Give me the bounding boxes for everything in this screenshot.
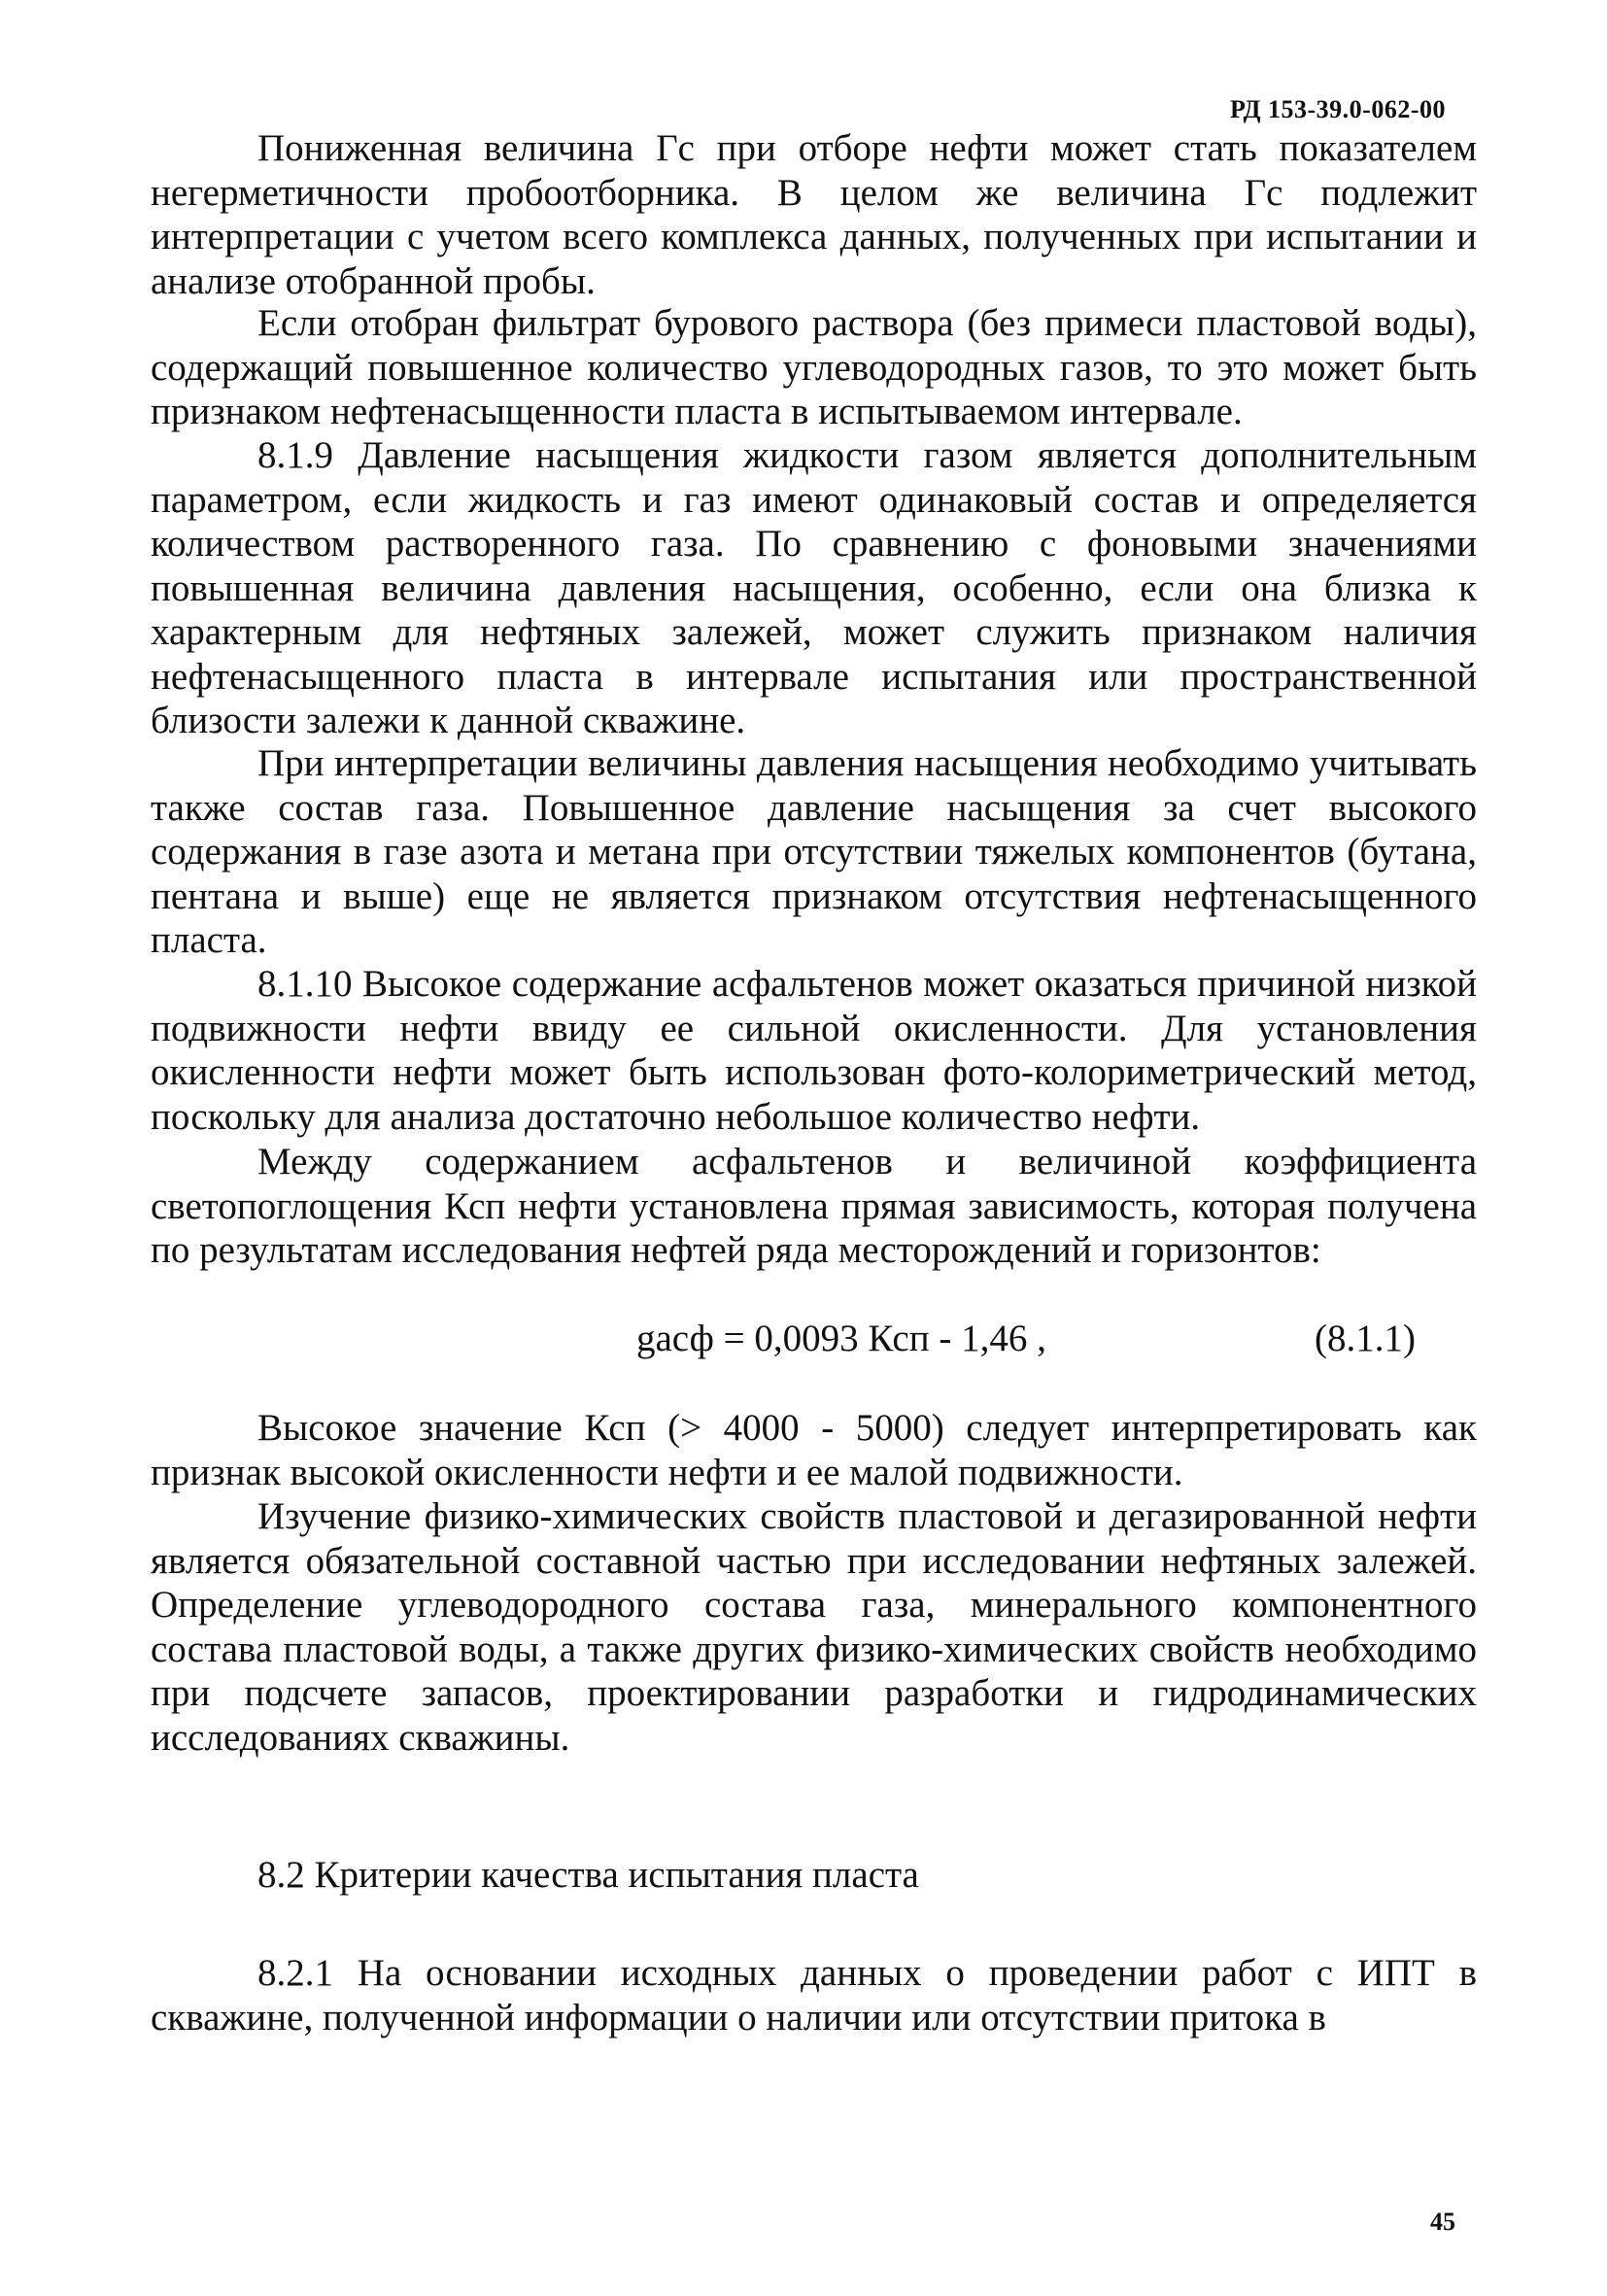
paragraph-5: 8.1.10 Высокое содержание асфальтенов может оказаться причиной низкой подвижности нефти ввиду ее сильной окисленности. Для установления окисленности нефти может быть использован фото-колориметрический метод, поскольку для анализа достаточно небольшое количество нефти. [151, 963, 1477, 1138]
paragraph-1: Пониженная величина Гс при отборе нефти может стать показателем негерметичности пробоотборника. В целом же величина Гс подлежит интерпретации с учетом всего комплекса данных, полученных при испытании и анализе отобранной пробы. [151, 127, 1477, 302]
paragraph-3: 8.1.9 Давление насыщения жидкости газом является дополнительным параметром, если жидкость и газ имеют одинаковый состав и определяется количеством растворенного газа. По сравнению с фоновыми значениями повышенная величина давления насыщения, особенно, если она близка к характерным для нефтяных залежей, может служить признаком наличия нефтенасыщенного пласта в интервале испытания или пространственной близости залежи к данной скважине. [151, 434, 1477, 741]
paragraph-2: Если отобран фильтрат бурового раствора (без примеси пластовой воды), содержащий повышенное количество углеводородных газов, то это может быть признаком нефтенасыщенности пласта в испытываемом интервале. [151, 302, 1477, 432]
section-heading: 8.2 Критерии качества испытания пласта [257, 1854, 919, 1896]
paragraph-6: Между содержанием асфальтенов и величиной коэффициента светопоглощения Ксп нефти установлена прямая зависимость, которая получена по результатам исследования нефтей ряда месторождений и горизонтов: [151, 1141, 1477, 1271]
formula-number: (8.1.1) [1315, 1318, 1416, 1359]
document-id: РД 153-39.0-062-00 [1230, 95, 1446, 123]
paragraph-4: При интерпретации величины давления насыщения необходимо учитывать также состав газа. Повышенное давление насыщения за счет высокого содержания в газе азота и метана при отсутствии тяжелых компонентов (бутана, пентана и выше) еще не является признаком отсутствия нефтенасыщенного пласта. [151, 742, 1477, 961]
paragraph-9: 8.2.1 На основании исходных данных о проведении работ с ИПТ в скважине, полученной информации о наличии или отсутствии притока в [151, 1952, 1477, 2039]
page-number: 45 [1430, 2208, 1455, 2236]
formula-8-1-1: gасф = 0,0093 Ксп - 1,46 , [636, 1318, 1046, 1359]
paragraph-8: Изучение физико-химических свойств пластовой и дегазированной нефти является обязательной составной частью при исследовании нефтяных залежей. Определение углеводородного состава газа, минерального компонентного состава пластовой воды, а также других физико-химических свойств необходимо при подсчете запасов, проектировании разработки и гидродинамических исследованиях скважины. [151, 1495, 1477, 1759]
paragraph-7: Высокое значение Ксп (> 4000 - 5000) следует интерпретировать как признак высокой окисленности нефти и ее малой подвижности. [151, 1407, 1477, 1493]
